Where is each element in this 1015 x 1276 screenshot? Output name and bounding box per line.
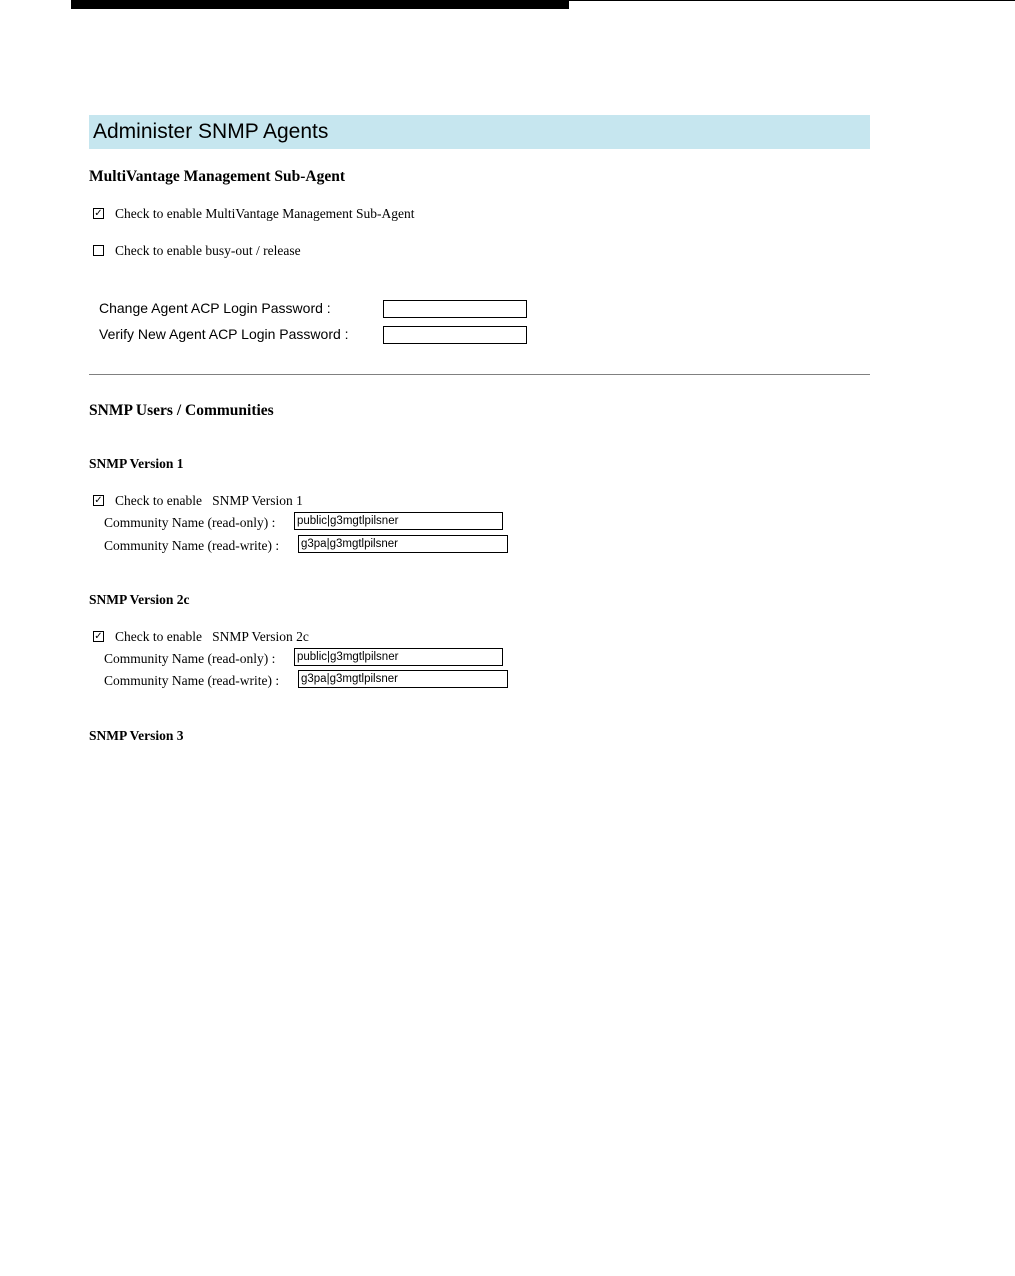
change-password-input[interactable] xyxy=(383,300,527,318)
snmp-v1-ro-input[interactable]: public|g3mgtlpilsner xyxy=(294,512,503,530)
snmp-v2c-rw-label: Community Name (read-write) : xyxy=(104,673,280,688)
verify-password-input[interactable] xyxy=(383,326,527,344)
page-title-bar xyxy=(89,115,870,149)
busy-out-checkbox[interactable] xyxy=(93,245,104,256)
verify-password-label: Verify New Agent ACP Login Password : xyxy=(99,326,349,342)
change-password-label: Change Agent ACP Login Password : xyxy=(99,300,331,316)
page-title: Administer SNMP Agents xyxy=(93,120,329,143)
snmp-v2c-heading: SNMP Version 2c xyxy=(89,592,190,607)
snmp-v1-rw-input[interactable]: g3pa|g3mgtlpilsner xyxy=(298,535,508,553)
snmp-v2c-ro-input[interactable]: public|g3mgtlpilsner xyxy=(294,648,503,666)
section-divider xyxy=(89,374,870,375)
snmp-v2c-enable-label: Check to enable SNMP Version 2c xyxy=(115,629,309,644)
snmp-v3-heading: SNMP Version 3 xyxy=(89,728,184,743)
snmp-v1-ro-label: Community Name (read-only) : xyxy=(104,515,276,530)
sub-agent-heading: MultiVantage Management Sub-Agent xyxy=(89,168,346,185)
snmp-v1-rw-label: Community Name (read-write) : xyxy=(104,538,280,553)
snmp-v2c-ro-label: Community Name (read-only) : xyxy=(104,651,276,666)
sub-agent-enable-checkbox[interactable]: ✓ xyxy=(94,208,103,219)
sub-agent-enable-label: Check to enable MultiVantage Management Sub-Agent xyxy=(115,206,415,221)
snmp-v2c-enable-checkbox[interactable]: ✓ xyxy=(94,631,103,642)
snmp-v1-enable-label: Check to enable SNMP Version 1 xyxy=(115,493,303,508)
snmp-v1-heading: SNMP Version 1 xyxy=(89,456,184,471)
snmp-v1-enable-checkbox[interactable]: ✓ xyxy=(94,495,103,506)
top-header-bar xyxy=(71,0,569,9)
users-communities-heading: SNMP Users / Communities xyxy=(89,402,274,419)
busy-out-label: Check to enable busy-out / release xyxy=(115,243,301,258)
snmp-v2c-rw-input[interactable]: g3pa|g3mgtlpilsner xyxy=(298,670,508,688)
